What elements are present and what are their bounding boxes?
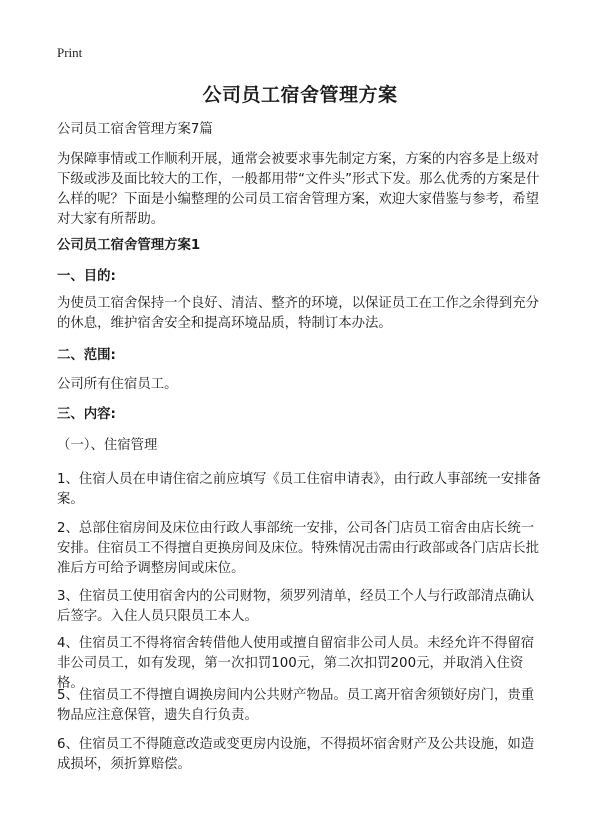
scope-paragraph: 公司所有住宿员工。 [57, 377, 178, 392]
page-title: 公司员工宿舍管理方案 [202, 84, 398, 106]
list-item: 6、住宿员工不得随意改造或变更房内设施，不得损坏宿舍财产及公共设施，如造成损坏，须折算赔偿。 [57, 737, 535, 772]
subsection-heading: （一）、住宿管理 [57, 438, 158, 453]
subtitle: 公司员工宿舍管理方案7篇 [57, 122, 213, 137]
section-title: 公司员工宿舍管理方案1 [57, 238, 201, 253]
list-item: 3、住宿员工使用宿舍内的公司财物，须罗列清单，经员工个人与行政部清点确认后签字。入住人员只限员工本人。 [57, 589, 535, 624]
content-heading: 三、内容: [57, 407, 116, 422]
goal-heading: 一、目的: [57, 269, 116, 284]
list-item: 1、住宿人员在申请住宿之前应填写《员工住宿申请表》，由行政人事部统一安排备案。 [57, 472, 541, 507]
scope-heading: 二、范围: [57, 348, 116, 363]
list-item: 2、总部住宿房间及床位由行政人事部统一安排，公司各门店员工宿舍由店长统一安排。住宿员工不得擅自更换房间及床位。特殊情况击需由行政部或各门店店长批准后方可给予调整房间或床位。 [57, 521, 540, 576]
intro-paragraph: 为保障事情或工作顺利开展，通常会被要求事先制定方案，方案的内容多是上级对下级或涉及面比较大的工作，一般都用带“文件头”形式下发。那么优秀的方案是什么样的呢？下面是小编整理的公司员工宿舍管理方案，欢迎大家借鉴与参考，希望对大家有所帮助。 [57, 152, 540, 227]
list-item: 4、住宿员工不得将宿舍转借他人使用或擅自留宿非公司人员。未经允许不得留宿非公司员工，如有发现，第一次扣罚100元，第二次扣罚200元，并取消入住资格。 [57, 636, 535, 691]
goal-paragraph: 为使员工宿舍保持一个良好、清洁、整齐的环境，以保证员工在工作之余得到充分的休息，维护宿舍安全和提高环境品质，特制订本办法。 [57, 296, 540, 331]
print-label: Print [57, 45, 83, 60]
list-item: 5、住宿员工不得擅自调换房间内公共财产物品。员工离开宿舍须锁好房门，贵重物品应注意保管，遗失自行负责。 [57, 688, 535, 723]
